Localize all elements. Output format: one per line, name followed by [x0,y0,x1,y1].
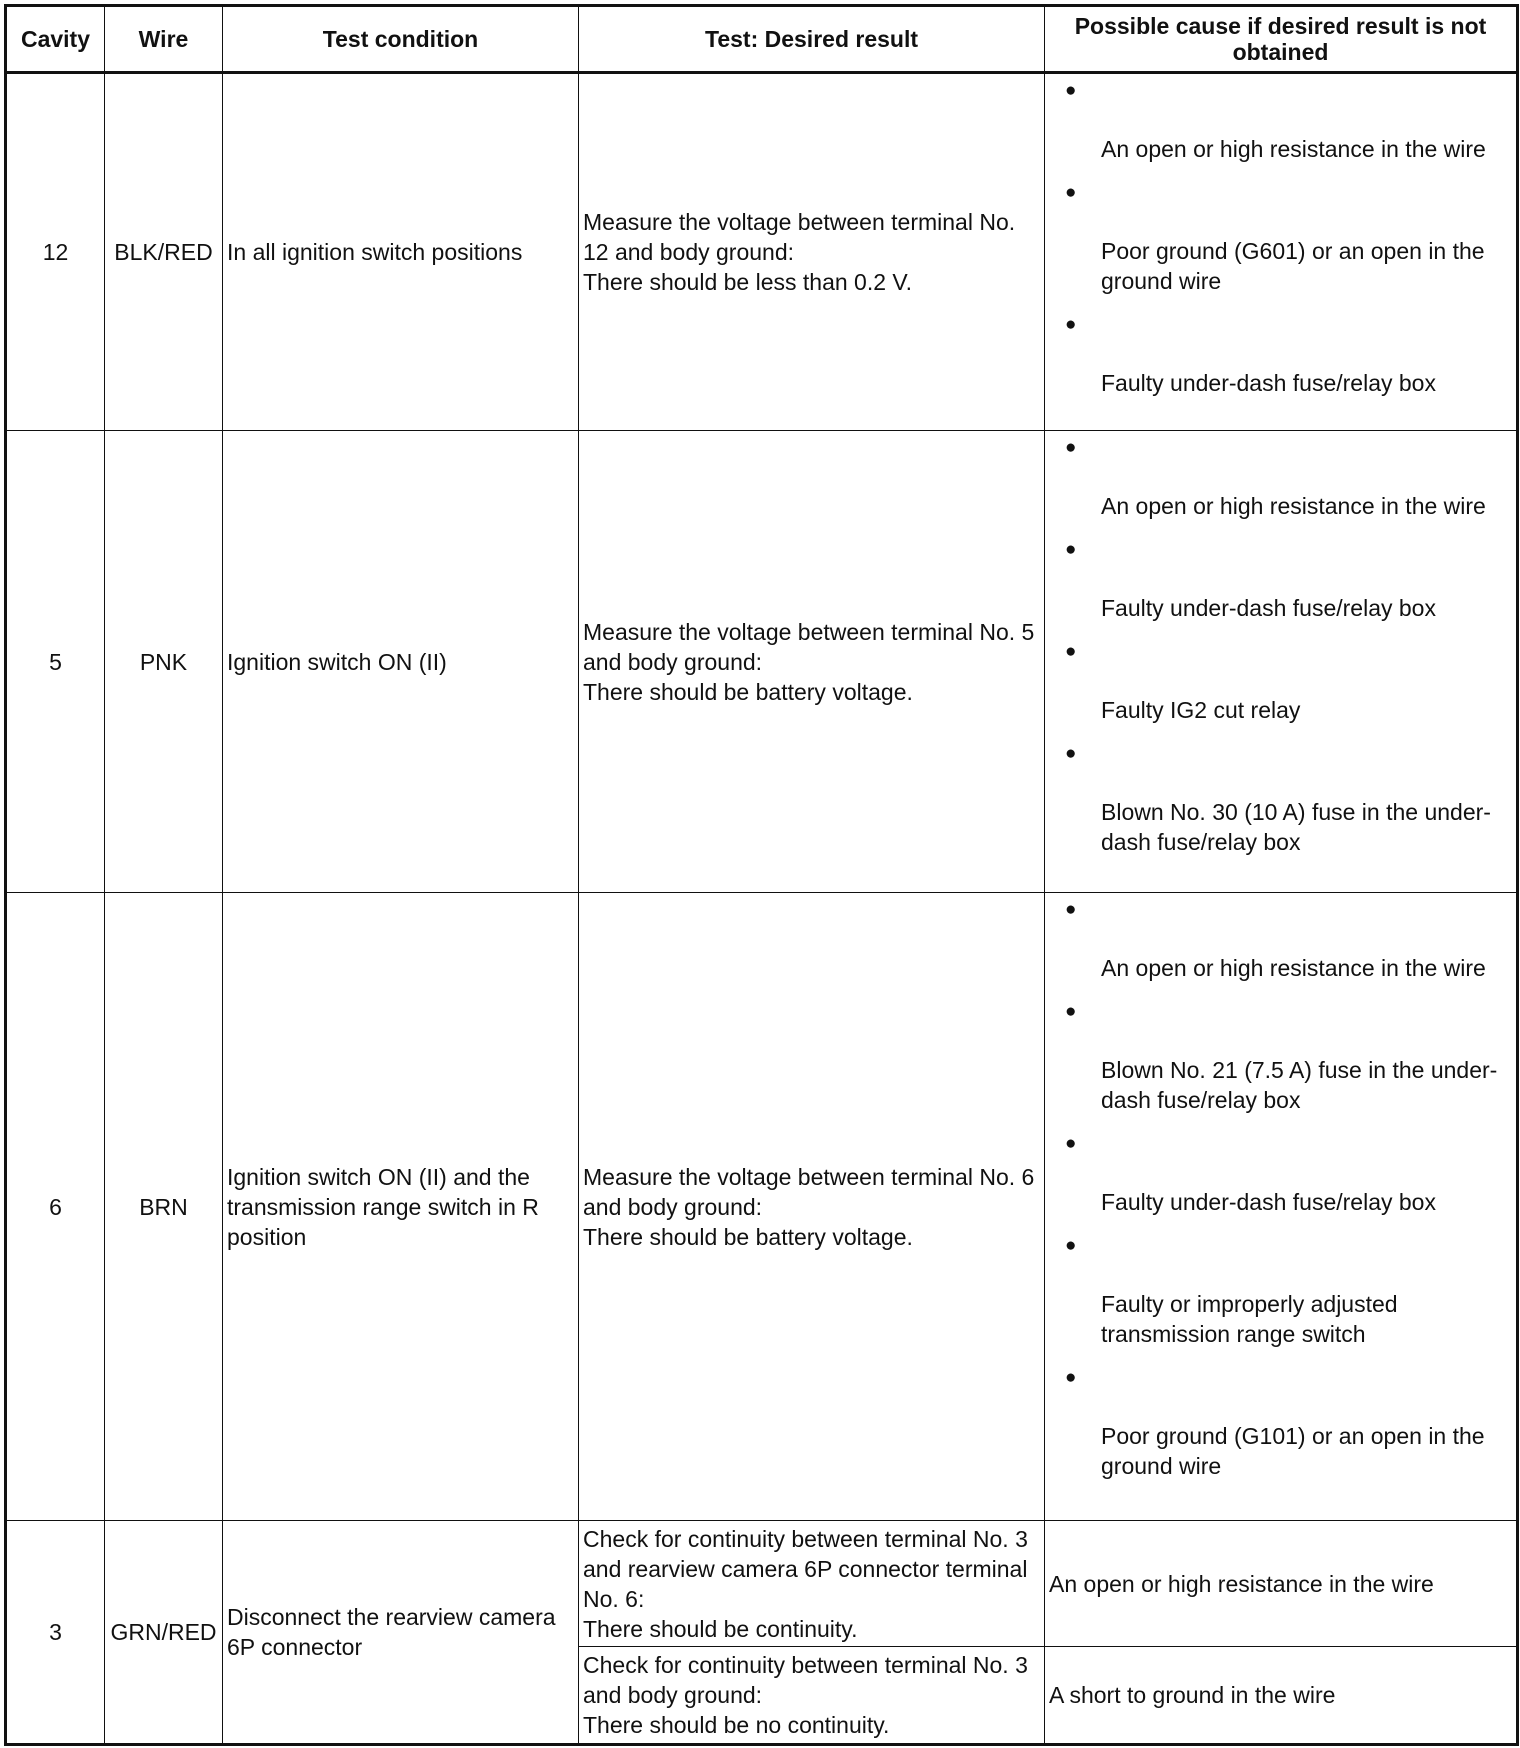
bullet-icon: ● [1065,437,1077,458]
cause-item [1049,1227,1512,1359]
cavity-cell: 3 [6,1521,105,1745]
diagnostic-table [4,4,1519,1746]
cause-item [1049,531,1512,633]
bullet-icon: ● [1065,1367,1077,1388]
possible-causes-cell [1045,73,1518,431]
cause-item [1049,74,1512,174]
desired-result-cell [579,1647,1045,1745]
possible-causes-cell [1045,431,1518,893]
cavity-cell: 5 [6,431,105,893]
cause-text: Blown No. 30 (10 A) fuse in the under-dash fuse/relay box [1101,799,1491,855]
bullet-icon: ● [1065,1133,1077,1154]
test-condition-cell: Disconnect the rearview camera 6P connector [223,1521,579,1745]
desired-result-cell [579,73,1045,431]
bullet-icon: ● [1065,899,1077,920]
cause-item [1049,735,1512,857]
cause-item [1049,633,1512,735]
cause-item [1049,1359,1512,1481]
diagnostic-sheet [4,4,1519,1746]
bullet-icon: ● [1065,80,1077,101]
desired-result-text: Measure the voltage between terminal No. 12 and body ground: There should be less than 0.2 V. [583,209,1016,295]
cause-text: An open or high resistance in the wire [1101,955,1486,981]
header-wire: Wire [105,6,223,73]
cause-text: Poor ground (G101) or an open in the ground wire [1101,1423,1485,1479]
cause-text: Faulty under-dash fuse/relay box [1101,370,1436,396]
cause-item [1049,993,1512,1125]
cause-text: Blown No. 21 (7.5 A) fuse in the under-dash fuse/relay box [1101,1057,1498,1113]
cause-item [1049,174,1512,306]
bullet-icon: ● [1065,641,1077,662]
header-possible-cause: Possible cause if desired result is not obtained [1045,6,1518,73]
bullet-icon: ● [1065,314,1077,335]
bullet-icon: ● [1065,1235,1077,1256]
bullet-icon: ● [1065,1001,1077,1022]
test-condition-cell: In all ignition switch positions [223,73,579,431]
bullet-icon: ● [1065,743,1077,764]
bullet-icon: ● [1065,539,1077,560]
cause-text: Faulty under-dash fuse/relay box [1101,1189,1436,1215]
cause-item [1049,306,1512,398]
cause-text: An open or high resistance in the wire [1101,493,1486,519]
wire-cell: BLK/RED [105,73,223,431]
bullet-icon: ● [1065,182,1077,203]
header-test-condition: Test condition [223,6,579,73]
desired-result-cell [579,1521,1045,1647]
desired-result-text: Check for continuity between terminal No. 3 and rearview camera 6P connector terminal No. 6: There should be continuity. [583,1525,1028,1642]
possible-cause-cell: An open or high resistance in the wire [1045,1521,1518,1647]
desired-result-text: Measure the voltage between terminal No. 5 and body ground: There should be battery voltage. [583,618,1035,705]
header-desired-result: Test: Desired result [579,6,1045,73]
cause-text: Faulty or improperly adjusted transmission range switch [1101,1291,1398,1347]
header-row [6,6,1518,73]
possible-cause-cell: A short to ground in the wire [1045,1647,1518,1745]
cause-item [1049,1125,1512,1227]
cause-text: Faulty IG2 cut relay [1101,697,1301,723]
desired-result-cell [579,431,1045,893]
header-cavity: Cavity [6,6,105,73]
desired-result-cell [579,893,1045,1521]
cause-item [1049,431,1512,531]
cause-text: Poor ground (G601) or an open in the ground wire [1101,238,1485,294]
cavity-cell: 6 [6,893,105,1521]
cause-text: Faulty under-dash fuse/relay box [1101,595,1436,621]
possible-causes-cell [1045,893,1518,1521]
test-condition-cell: Ignition switch ON (II) and the transmission range switch in R position [223,893,579,1521]
desired-result-text: Measure the voltage between terminal No. 6 and body ground: There should be battery voltage. [583,1163,1035,1250]
desired-result-text: Check for continuity between terminal No. 3 and body ground: There should be no continuity. [583,1652,1028,1738]
wire-cell: BRN [105,893,223,1521]
test-condition-cell: Ignition switch ON (II) [223,431,579,893]
wire-cell: PNK [105,431,223,893]
cause-item [1049,893,1512,993]
table-row [6,431,1518,893]
table-row [6,73,1518,431]
wire-cell: GRN/RED [105,1521,223,1745]
cause-text: An open or high resistance in the wire [1101,136,1486,162]
cavity-cell: 12 [6,73,105,431]
table-row [6,893,1518,1521]
table-row [6,1521,1518,1647]
